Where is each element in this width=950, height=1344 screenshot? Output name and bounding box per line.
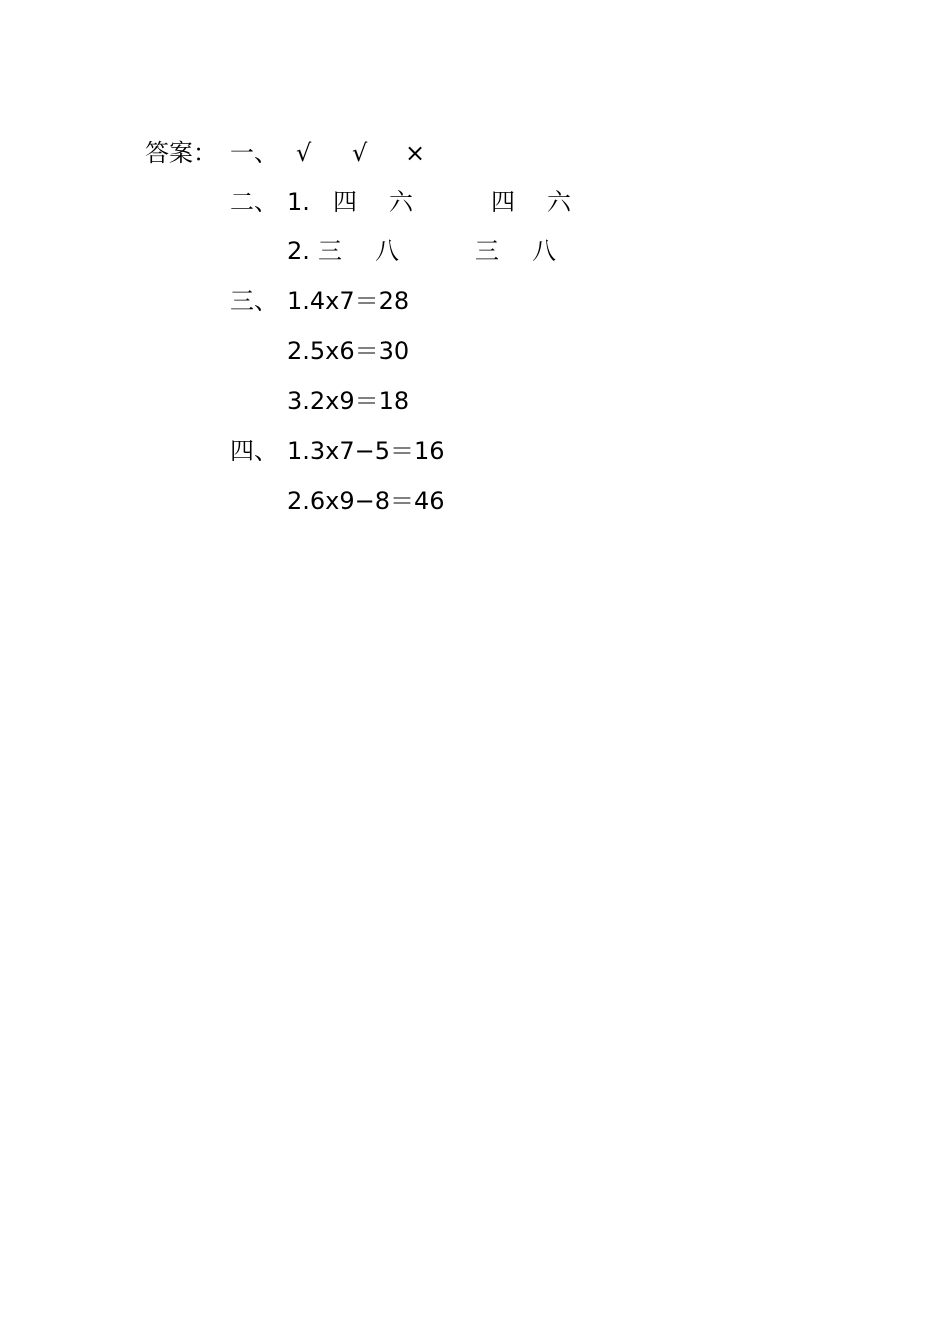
answer-line-2	[0, 185, 950, 219]
section-2-row-1-item-2: 六	[389, 188, 413, 216]
section-2-row-1-item-1: 四	[333, 188, 357, 216]
section-2-row-1-number: 1.	[287, 188, 310, 216]
section-2-marker: 二、	[230, 188, 278, 216]
answer-line-8	[0, 484, 950, 518]
answer-line-6	[0, 384, 950, 418]
section-4-marker: 四、	[230, 437, 278, 465]
cross-mark: ×	[405, 139, 426, 167]
section-2-row-2-item-1: 三	[318, 237, 342, 265]
section-2-row-2-item-2: 八	[375, 237, 399, 265]
answer-line-1	[0, 136, 950, 170]
section-3-row-2: 2.5x6＝30	[287, 337, 410, 365]
section-4-row-1: 1.3x7−5＝16	[287, 437, 445, 465]
section-2-row-2-number: 2.	[287, 237, 310, 265]
section-2-row-1-item-3: 四	[491, 188, 515, 216]
answer-line-3	[0, 234, 950, 268]
check-mark-2: √	[352, 139, 368, 167]
section-2-row-1-item-4: 六	[547, 188, 571, 216]
answer-heading: 答案：	[145, 139, 217, 167]
section-2-row-2-item-4: 八	[532, 237, 556, 265]
section-4-row-2: 2.6x9−8＝46	[287, 487, 445, 515]
answer-line-5	[0, 334, 950, 368]
answer-line-4	[0, 284, 950, 318]
answer-line-7	[0, 434, 950, 468]
section-3-marker: 三、	[230, 287, 278, 315]
section-1-marker: 一、	[230, 139, 278, 167]
section-3-row-1: 1.4x7＝28	[287, 287, 410, 315]
section-3-row-3: 3.2x9＝18	[287, 387, 410, 415]
section-2-row-2-item-3: 三	[475, 237, 499, 265]
check-mark-1: √	[296, 139, 312, 167]
